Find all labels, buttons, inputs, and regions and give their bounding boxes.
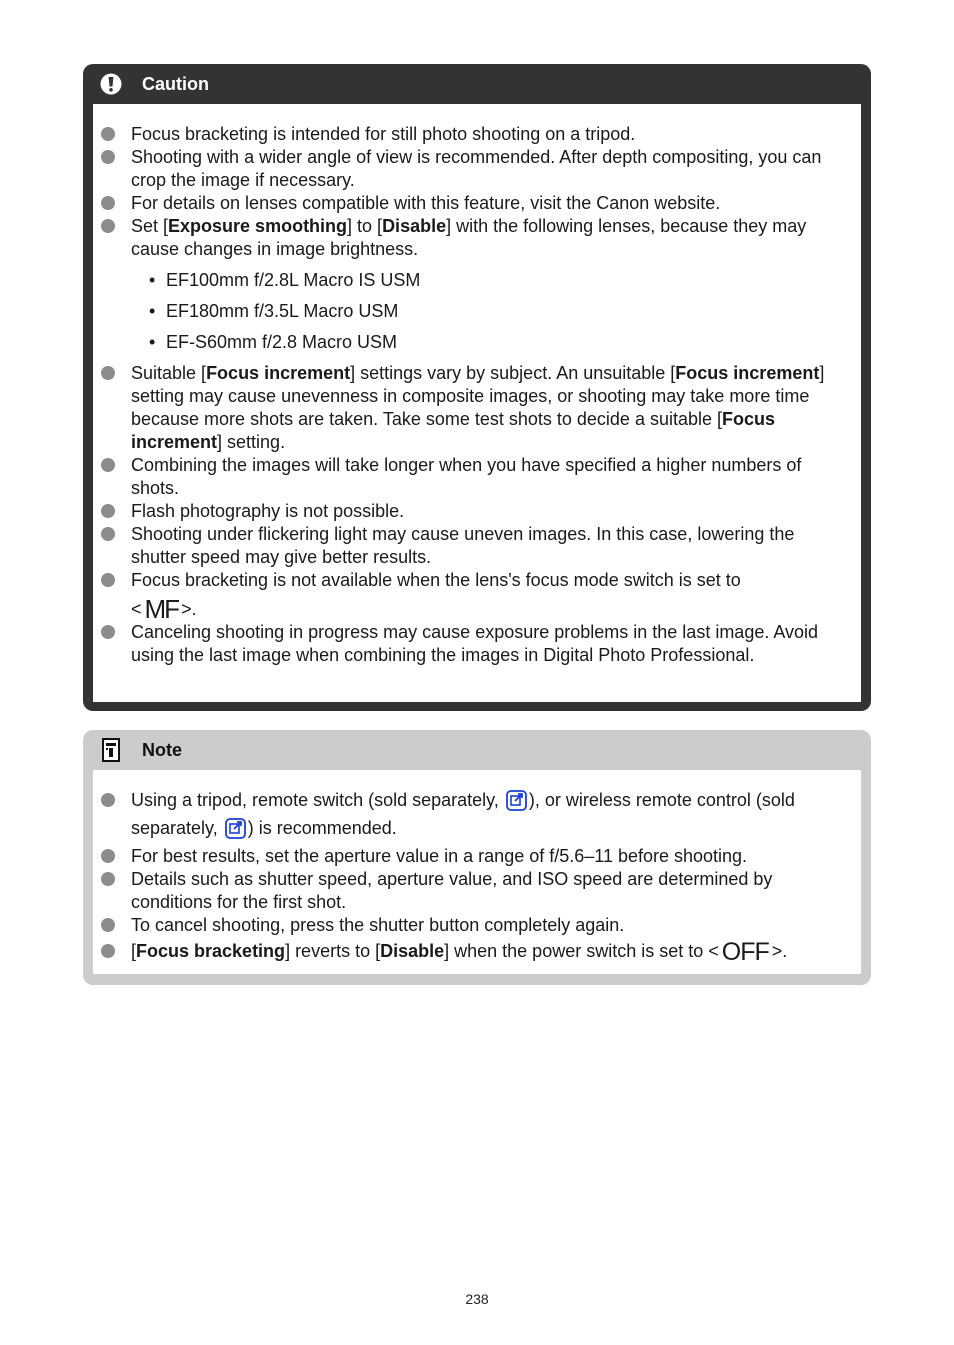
- setting-name: Focus increment: [206, 363, 351, 383]
- note-list: [93, 770, 861, 970]
- bullet-icon: [101, 196, 115, 210]
- lens-item: • EF180mm f/3.5L Macro USM: [131, 296, 849, 327]
- off-symbol: OFF: [721, 938, 769, 966]
- mf-line: < MF >.: [131, 594, 197, 624]
- list-item: Focus bracketing is not available when the lens's focus mode switch is set to < MF >.: [93, 569, 861, 621]
- bullet-icon: [101, 872, 115, 886]
- list-item: Flash photography is not possible.: [93, 500, 861, 523]
- list-item: Using a tripod, remote switch (sold separately, ), or wireless remote control (sold separately, ) is recommended.: [93, 789, 861, 845]
- caution-header: [83, 64, 871, 104]
- bullet-icon: [101, 527, 115, 541]
- list-item: Canceling shooting in progress may cause exposure problems in the last image. Avoid using the last image when combining the images in Digital Photo Professional.: [93, 621, 861, 667]
- list-item: For details on lenses compatible with this feature, visit the Canon website.: [93, 192, 861, 215]
- lens-item: • EF100mm f/2.8L Macro IS USM: [131, 265, 849, 296]
- bullet-icon: [101, 944, 115, 958]
- bullet-icon: [101, 625, 115, 639]
- setting-value: Disable: [382, 216, 447, 236]
- page-number: 238: [465, 1291, 489, 1307]
- list-item: Suitable [Focus increment] settings vary by subject. An unsuitable [Focus increment] setting may cause unevenness in composite images, or shooting may take more time because more shots are taken. Take some test shots to decide a suitable [Focus increment] setting.: [93, 362, 861, 454]
- note-box: [83, 730, 871, 985]
- bullet-icon: [101, 793, 115, 807]
- cross-reference-link-icon[interactable]: [225, 818, 246, 845]
- bullet-icon: [101, 849, 115, 863]
- list-item: Shooting with a wider angle of view is recommended. After depth compositing, you can crop the image if necessary.: [93, 146, 861, 192]
- lens-item: • EF-S60mm f/2.8 Macro USM: [131, 327, 849, 358]
- caution-list: [93, 104, 861, 667]
- setting-name: Focus increment: [675, 363, 820, 383]
- note-body: [93, 770, 861, 974]
- bullet-icon: [101, 573, 115, 587]
- memo-icon: [100, 739, 122, 761]
- list-item: Set [Exposure smoothing] to [Disable] with the following lenses, because they may cause changes in image brightness. • EF100mm f/2.8L Macro IS USM • EF180mm f/3.5L Macro USM • EF-S60mm f/2.8 Macro USM: [93, 215, 861, 358]
- bullet-icon: [101, 150, 115, 164]
- caution-title: Caution: [142, 73, 209, 94]
- list-item: Details such as shutter speed, aperture value, and ISO speed are determined by conditions for the first shot.: [93, 868, 861, 914]
- list-item: For best results, set the aperture value in a range of f/5.6–11 before shooting.: [93, 845, 861, 868]
- list-item: Combining the images will take longer when you have specified a higher numbers of shots.: [93, 454, 861, 500]
- setting-value: Disable: [380, 941, 445, 961]
- list-item: To cancel shooting, press the shutter button completely again.: [93, 914, 861, 937]
- bullet-icon: [101, 504, 115, 518]
- note-title: Note: [142, 739, 182, 760]
- list-item: Focus bracketing is intended for still photo shooting on a tripod.: [93, 123, 861, 146]
- list-item: Shooting under flickering light may cause uneven images. In this case, lowering the shutter speed may give better results.: [93, 523, 861, 569]
- bullet-icon: [101, 458, 115, 472]
- setting-name: Focus increment: [131, 409, 776, 452]
- cross-reference-link-icon[interactable]: [506, 790, 527, 817]
- bullet-icon: [101, 219, 115, 233]
- mf-symbol: MF: [144, 594, 179, 624]
- list-item: [Focus bracketing] reverts to [Disable] when the power switch is set to < OFF >.: [93, 934, 861, 970]
- setting-name: Exposure smoothing: [168, 216, 348, 236]
- bullet-icon: [101, 366, 115, 380]
- bullet-icon: [101, 127, 115, 141]
- exclamation-icon: [100, 73, 122, 95]
- caution-box: [83, 64, 871, 711]
- setting-name: Focus bracketing: [136, 941, 286, 961]
- lens-list: [131, 265, 849, 358]
- note-header: [83, 730, 871, 770]
- bullet-icon: [101, 918, 115, 932]
- caution-body: [93, 104, 861, 702]
